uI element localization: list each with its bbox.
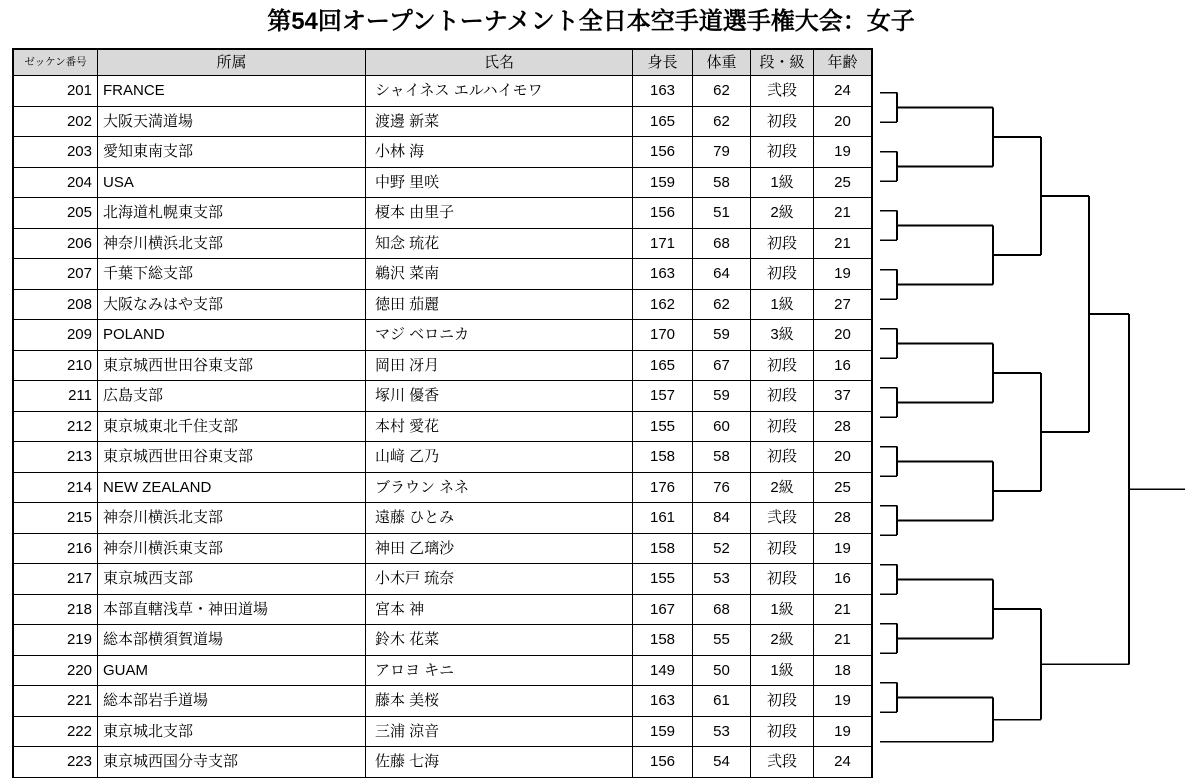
cell-rank: 初段 [751, 716, 814, 747]
cell-name: 宮本 神 [366, 594, 633, 625]
cell-height: 159 [633, 716, 693, 747]
table-row [14, 289, 872, 320]
cell-name: 渡邊 新菜 [366, 106, 633, 137]
cell-org: 広島支部 [98, 381, 366, 412]
cell-bib: 222 [14, 716, 98, 747]
cell-name: 塚川 優香 [366, 381, 633, 412]
cell-name: 知念 琉花 [366, 228, 633, 259]
cell-height: 156 [633, 137, 693, 168]
table-row [14, 411, 872, 442]
cell-age: 24 [814, 747, 872, 778]
roster-table [13, 49, 872, 778]
cell-bib: 221 [14, 686, 98, 717]
cell-age: 19 [814, 137, 872, 168]
cell-name: 鈴木 花菜 [366, 625, 633, 656]
cell-name: 山﨑 乙乃 [366, 442, 633, 473]
cell-weight: 53 [693, 716, 751, 747]
cell-height: 159 [633, 167, 693, 198]
cell-weight: 61 [693, 686, 751, 717]
table-row [14, 350, 872, 381]
cell-bib: 215 [14, 503, 98, 534]
cell-org: 東京城西世田谷東支部 [98, 442, 366, 473]
cell-org: 東京城西世田谷東支部 [98, 350, 366, 381]
cell-weight: 59 [693, 381, 751, 412]
table-row [14, 472, 872, 503]
cell-name: ブラウン ネネ [366, 472, 633, 503]
cell-age: 28 [814, 411, 872, 442]
cell-weight: 50 [693, 655, 751, 686]
column-header-weight: 体重 [693, 50, 751, 76]
cell-rank: 1級 [751, 594, 814, 625]
cell-name: 小林 海 [366, 137, 633, 168]
cell-org: 総本部岩手道場 [98, 686, 366, 717]
cell-bib: 207 [14, 259, 98, 290]
cell-age: 21 [814, 228, 872, 259]
table-row [14, 503, 872, 534]
column-header-bib: ゼッケン番号 [14, 50, 98, 76]
cell-rank: 1級 [751, 167, 814, 198]
cell-org: 神奈川横浜北支部 [98, 503, 366, 534]
cell-bib: 201 [14, 76, 98, 107]
cell-weight: 52 [693, 533, 751, 564]
cell-age: 27 [814, 289, 872, 320]
cell-org: 東京城東北千住支部 [98, 411, 366, 442]
cell-weight: 58 [693, 442, 751, 473]
column-header-org: 所属 [98, 50, 366, 76]
cell-age: 25 [814, 472, 872, 503]
cell-org: 北海道札幌東支部 [98, 198, 366, 229]
cell-height: 176 [633, 472, 693, 503]
cell-rank: 初段 [751, 350, 814, 381]
cell-height: 157 [633, 381, 693, 412]
cell-org: 神奈川横浜東支部 [98, 533, 366, 564]
cell-weight: 84 [693, 503, 751, 534]
cell-height: 161 [633, 503, 693, 534]
cell-age: 21 [814, 625, 872, 656]
cell-org: GUAM [98, 655, 366, 686]
cell-name: アロヨ キニ [366, 655, 633, 686]
cell-age: 18 [814, 655, 872, 686]
cell-age: 21 [814, 594, 872, 625]
table-row [14, 228, 872, 259]
cell-rank: 初段 [751, 381, 814, 412]
cell-age: 24 [814, 76, 872, 107]
cell-org: USA [98, 167, 366, 198]
roster-body [14, 76, 872, 778]
cell-height: 167 [633, 594, 693, 625]
table-row [14, 137, 872, 168]
cell-bib: 217 [14, 564, 98, 595]
cell-height: 165 [633, 106, 693, 137]
cell-age: 20 [814, 106, 872, 137]
cell-bib: 223 [14, 747, 98, 778]
cell-weight: 62 [693, 106, 751, 137]
cell-weight: 60 [693, 411, 751, 442]
table-row [14, 381, 872, 412]
cell-rank: 弐段 [751, 503, 814, 534]
cell-weight: 62 [693, 76, 751, 107]
bracket-lines [880, 93, 1185, 742]
cell-age: 19 [814, 716, 872, 747]
cell-height: 163 [633, 686, 693, 717]
cell-bib: 211 [14, 381, 98, 412]
cell-rank: 2級 [751, 625, 814, 656]
cell-org: POLAND [98, 320, 366, 351]
cell-rank: 初段 [751, 564, 814, 595]
cell-name: 鵜沢 菜南 [366, 259, 633, 290]
cell-height: 162 [633, 289, 693, 320]
cell-rank: 初段 [751, 686, 814, 717]
cell-height: 158 [633, 442, 693, 473]
cell-rank: 初段 [751, 411, 814, 442]
table-header-row [14, 50, 872, 76]
cell-weight: 54 [693, 747, 751, 778]
cell-height: 155 [633, 411, 693, 442]
cell-height: 156 [633, 747, 693, 778]
cell-age: 19 [814, 533, 872, 564]
cell-weight: 53 [693, 564, 751, 595]
cell-weight: 64 [693, 259, 751, 290]
cell-rank: 2級 [751, 198, 814, 229]
cell-org: FRANCE [98, 76, 366, 107]
cell-org: 大阪天満道場 [98, 106, 366, 137]
table-row [14, 655, 872, 686]
cell-rank: 2級 [751, 472, 814, 503]
cell-bib: 208 [14, 289, 98, 320]
cell-name: 岡田 冴月 [366, 350, 633, 381]
cell-rank: 初段 [751, 228, 814, 259]
cell-rank: 弐段 [751, 76, 814, 107]
cell-age: 20 [814, 320, 872, 351]
cell-rank: 3級 [751, 320, 814, 351]
cell-age: 19 [814, 259, 872, 290]
cell-bib: 220 [14, 655, 98, 686]
cell-rank: 初段 [751, 533, 814, 564]
cell-rank: 初段 [751, 259, 814, 290]
column-header-height: 身長 [633, 50, 693, 76]
cell-height: 163 [633, 76, 693, 107]
cell-weight: 68 [693, 594, 751, 625]
table-row [14, 442, 872, 473]
cell-org: NEW ZEALAND [98, 472, 366, 503]
cell-height: 149 [633, 655, 693, 686]
cell-height: 171 [633, 228, 693, 259]
cell-age: 37 [814, 381, 872, 412]
cell-org: 大阪なみはや支部 [98, 289, 366, 320]
table-row [14, 625, 872, 656]
cell-name: 藤本 美桜 [366, 686, 633, 717]
cell-rank: 初段 [751, 442, 814, 473]
cell-bib: 205 [14, 198, 98, 229]
cell-name: 徳田 茄麗 [366, 289, 633, 320]
cell-weight: 58 [693, 167, 751, 198]
cell-bib: 214 [14, 472, 98, 503]
cell-height: 163 [633, 259, 693, 290]
cell-name: 本村 愛花 [366, 411, 633, 442]
cell-bib: 219 [14, 625, 98, 656]
table-row [14, 320, 872, 351]
cell-rank: 初段 [751, 106, 814, 137]
cell-age: 25 [814, 167, 872, 198]
cell-age: 16 [814, 350, 872, 381]
cell-name: シャイネス エルハイモワ [366, 76, 633, 107]
cell-age: 28 [814, 503, 872, 534]
table-row [14, 76, 872, 107]
column-header-rank: 段・級 [751, 50, 814, 76]
cell-bib: 209 [14, 320, 98, 351]
cell-bib: 210 [14, 350, 98, 381]
cell-name: マジ ベロニカ [366, 320, 633, 351]
cell-weight: 55 [693, 625, 751, 656]
cell-rank: 1級 [751, 289, 814, 320]
cell-weight: 51 [693, 198, 751, 229]
cell-weight: 67 [693, 350, 751, 381]
cell-weight: 59 [693, 320, 751, 351]
column-header-age: 年齢 [814, 50, 872, 76]
table-row [14, 716, 872, 747]
cell-org: 総本部横須賀道場 [98, 625, 366, 656]
cell-height: 156 [633, 198, 693, 229]
cell-bib: 216 [14, 533, 98, 564]
table-row [14, 167, 872, 198]
table-row [14, 533, 872, 564]
table-row [14, 259, 872, 290]
cell-rank: 1級 [751, 655, 814, 686]
cell-name: 榎本 由里子 [366, 198, 633, 229]
cell-name: 三浦 涼音 [366, 716, 633, 747]
cell-height: 155 [633, 564, 693, 595]
cell-org: 千葉下総支部 [98, 259, 366, 290]
cell-bib: 203 [14, 137, 98, 168]
cell-name: 遠藤 ひとみ [366, 503, 633, 534]
cell-org: 愛知東南支部 [98, 137, 366, 168]
cell-height: 170 [633, 320, 693, 351]
cell-bib: 213 [14, 442, 98, 473]
cell-bib: 204 [14, 167, 98, 198]
cell-weight: 76 [693, 472, 751, 503]
cell-weight: 62 [693, 289, 751, 320]
cell-rank: 弐段 [751, 747, 814, 778]
table-row [14, 198, 872, 229]
table-row [14, 594, 872, 625]
cell-name: 中野 里咲 [366, 167, 633, 198]
page-title: 第54回オープントーナメント全日本空手道選手権大会：女子 [267, 8, 915, 35]
table-row [14, 106, 872, 137]
cell-weight: 68 [693, 228, 751, 259]
cell-rank: 初段 [751, 137, 814, 168]
cell-org: 本部直轄浅草・神田道場 [98, 594, 366, 625]
cell-bib: 206 [14, 228, 98, 259]
cell-height: 158 [633, 533, 693, 564]
table-row [14, 747, 872, 778]
cell-age: 20 [814, 442, 872, 473]
cell-age: 19 [814, 686, 872, 717]
cell-org: 東京城西支部 [98, 564, 366, 595]
cell-bib: 202 [14, 106, 98, 137]
column-header-name: 氏名 [366, 50, 633, 76]
cell-bib: 212 [14, 411, 98, 442]
cell-weight: 79 [693, 137, 751, 168]
cell-height: 165 [633, 350, 693, 381]
cell-name: 神田 乙璃沙 [366, 533, 633, 564]
cell-age: 16 [814, 564, 872, 595]
cell-org: 東京城北支部 [98, 716, 366, 747]
cell-name: 小木戸 琉奈 [366, 564, 633, 595]
cell-bib: 218 [14, 594, 98, 625]
cell-height: 158 [633, 625, 693, 656]
cell-age: 21 [814, 198, 872, 229]
cell-name: 佐藤 七海 [366, 747, 633, 778]
table-row [14, 686, 872, 717]
cell-org: 神奈川横浜北支部 [98, 228, 366, 259]
cell-org: 東京城西国分寺支部 [98, 747, 366, 778]
table-row [14, 564, 872, 595]
